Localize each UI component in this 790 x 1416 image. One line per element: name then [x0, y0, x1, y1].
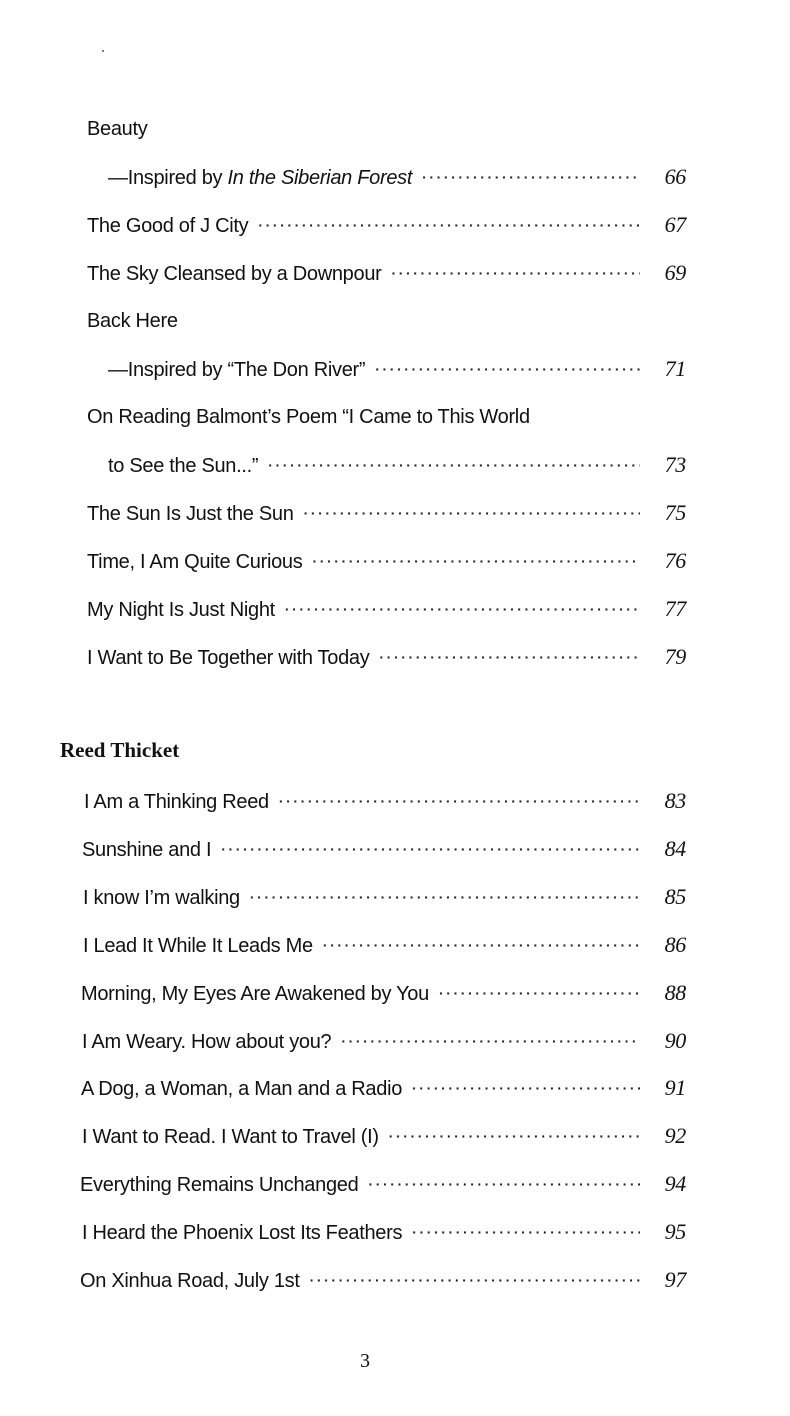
leader-dots [279, 788, 640, 814]
toc-entry-balmont[interactable] [108, 452, 686, 478]
toc-page-number: 69 [664, 260, 686, 285]
toc-entry-title: Time, I Am Quite Curious [87, 551, 303, 573]
leader-dots [268, 452, 640, 478]
leader-dots [379, 644, 640, 670]
toc-entry-good-j-city[interactable] [87, 212, 686, 238]
toc-entry[interactable] [82, 836, 686, 862]
toc-entry[interactable] [83, 932, 686, 958]
toc-entry-title: On Xinhua Road, July 1st [80, 1270, 300, 1292]
toc-page-number: 77 [664, 596, 686, 621]
toc-entry-together-today[interactable] [87, 644, 686, 670]
toc-entry-time-curious[interactable] [87, 548, 686, 574]
toc-page-number: 95 [664, 1219, 686, 1244]
leader-dots [285, 596, 640, 622]
toc-entry-title: I Heard the Phoenix Lost Its Feathers [82, 1222, 403, 1244]
leader-dots [392, 260, 641, 286]
toc-page-number: 79 [664, 644, 686, 669]
page-number: 3 [360, 1350, 370, 1372]
toc-page-number: 86 [664, 932, 686, 957]
section-heading-reed-thicket: Reed Thicket [60, 738, 180, 762]
toc-entry-title: My Night Is Just Night [87, 599, 275, 621]
toc-page-number: 94 [664, 1171, 686, 1196]
leader-dots [221, 836, 640, 862]
toc-entry-title: I Am Weary. How about you? [82, 1031, 332, 1053]
leader-dots [412, 1219, 640, 1245]
toc-page-number: 76 [664, 548, 686, 573]
toc-heading-back-here: Back Here [87, 310, 178, 332]
scan-speck [102, 50, 104, 52]
toc-entry[interactable] [81, 1075, 686, 1101]
toc-entry[interactable] [82, 1028, 686, 1054]
leader-dots [389, 1123, 640, 1149]
toc-page-number: 75 [664, 500, 686, 525]
leader-dots [422, 164, 640, 190]
toc-entry-sun-is-sun[interactable] [87, 500, 686, 526]
toc-page-number: 97 [664, 1267, 686, 1292]
toc-entry[interactable] [80, 1171, 686, 1197]
toc-page-number: 88 [664, 980, 686, 1005]
leader-dots [439, 980, 640, 1006]
leader-dots [250, 884, 640, 910]
toc-entry-title: A Dog, a Woman, a Man and a Radio [81, 1078, 403, 1100]
toc-entry-title: —Inspired by In the Siberian Forest [108, 167, 413, 189]
toc-page-number: 91 [664, 1075, 686, 1100]
toc-heading-beauty: Beauty [87, 118, 148, 140]
toc-entry-title: Morning, My Eyes Are Awakened by You [81, 983, 429, 1005]
leader-dots [304, 500, 640, 526]
toc-entry-sky-cleansed[interactable] [87, 260, 686, 286]
toc-entry-title: The Sun Is Just the Sun [87, 503, 294, 525]
toc-entry-back-here-inspired[interactable] [108, 356, 686, 382]
toc-entry-title: I Want to Read. I Want to Travel (I) [82, 1126, 379, 1148]
toc-page-number: 71 [664, 356, 686, 381]
toc-entry-title: Everything Remains Unchanged [80, 1174, 359, 1196]
toc-entry-title: —Inspired by “The Don River” [108, 359, 366, 381]
toc-entry[interactable] [81, 980, 686, 1006]
toc-heading-balmont: On Reading Balmont’s Poem “I Came to This World [87, 406, 530, 428]
toc-entry[interactable] [82, 1123, 686, 1149]
leader-dots [368, 1171, 640, 1197]
toc-page-number: 92 [664, 1123, 686, 1148]
toc-entry[interactable] [80, 1267, 686, 1293]
toc-entry-title: The Good of J City [87, 215, 249, 237]
toc-entry[interactable] [82, 1219, 686, 1245]
toc-entry-title: I Want to Be Together with Today [87, 647, 370, 669]
toc-page-number: 83 [664, 788, 686, 813]
toc-entry-night-is-night[interactable] [87, 596, 686, 622]
toc-page-number: 90 [664, 1028, 686, 1053]
toc-page-number: 73 [664, 452, 686, 477]
toc-entry-title: I Am a Thinking Reed [84, 791, 269, 813]
toc-entry[interactable] [84, 788, 686, 814]
leader-dots [412, 1075, 640, 1101]
toc-entry-title: to See the Sun...” [108, 455, 259, 477]
toc-entry-beauty-inspired[interactable] [108, 164, 686, 190]
toc-entry-title: The Sky Cleansed by a Downpour [87, 263, 382, 285]
leader-dots [312, 548, 640, 574]
toc-entry-title: Sunshine and I [82, 839, 212, 861]
leader-dots [310, 1267, 640, 1293]
leader-dots [375, 356, 640, 382]
leader-dots [323, 932, 640, 958]
toc-entry-title: I Lead It While It Leads Me [83, 935, 313, 957]
toc-page-number: 85 [664, 884, 686, 909]
toc-page-number: 67 [664, 212, 686, 237]
toc-entry-title: I know I’m walking [83, 887, 240, 909]
leader-dots [258, 212, 640, 238]
leader-dots [341, 1028, 640, 1054]
toc-entry[interactable] [83, 884, 686, 910]
toc-page-number: 84 [664, 836, 686, 861]
toc-page-number: 66 [664, 164, 686, 189]
